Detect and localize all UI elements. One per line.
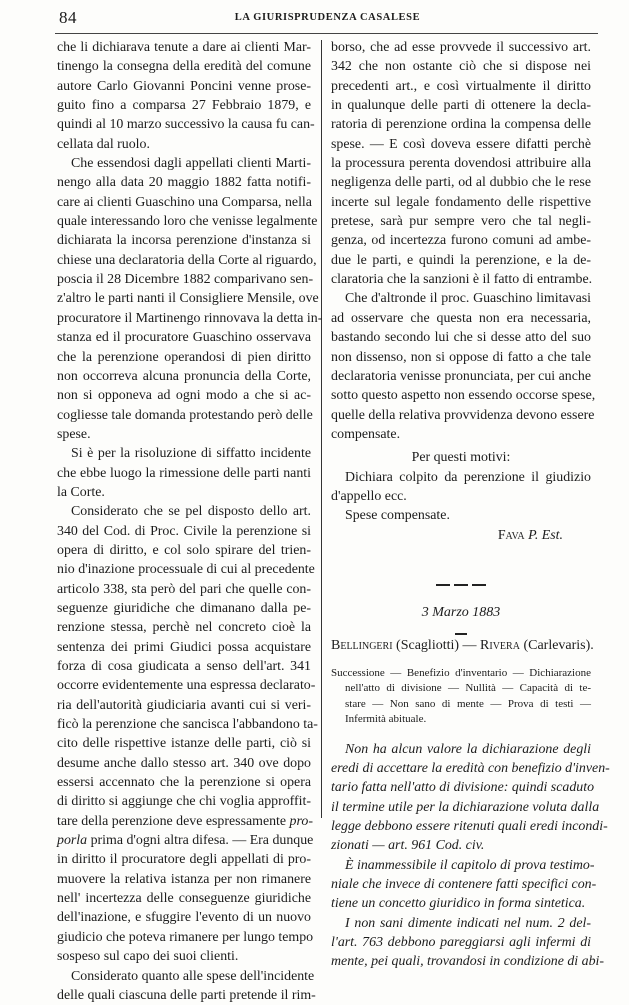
text-line: dichiarata la incorsa perenzione d'instanza si xyxy=(57,231,311,250)
text-line: compensate. xyxy=(331,425,591,444)
text-line: Considerato quanto alle spese dell'incidente xyxy=(57,967,311,986)
text-line: 340 del Cod. di Proc. Civile la perenzione si xyxy=(57,522,311,541)
text-line: non dissenso, non si oppose di fatto a che tale xyxy=(331,348,591,367)
text-line: Si è per la risoluzione di siffatto incidente xyxy=(57,444,311,463)
paragraph xyxy=(57,38,311,154)
text-line: essersi accennato che la perenzione si opera xyxy=(57,773,311,792)
text-line: ad osservare che questa non era necessaria, xyxy=(331,309,591,328)
date-rule xyxy=(331,622,591,630)
text-line: care ai clienti Guaschino una Comparsa, nella xyxy=(57,193,311,212)
paragraph xyxy=(331,468,591,507)
text-line: non occorreva alcuna pronuncia della Corte, xyxy=(57,367,311,386)
maxim xyxy=(331,856,591,914)
text-line: Non ha alcun valore la dichiarazione degli xyxy=(331,740,591,759)
page-header xyxy=(55,6,600,30)
text-line: spese. xyxy=(57,425,311,444)
text-line: Che essendosi dagli appellati clienti Marti- xyxy=(57,154,311,173)
column-divider xyxy=(321,40,322,818)
text-line: declaratoria venisse pronunciata, per cui anche xyxy=(331,367,591,386)
text-line: muovere la relativa istanza per non rimanere xyxy=(57,870,311,889)
paragraph xyxy=(57,502,311,966)
case-summary xyxy=(331,666,591,728)
text-line: ria dell'autorità giudiciaria avanti cui si veri- xyxy=(57,696,311,715)
paragraph xyxy=(331,506,591,525)
page-number: 84 xyxy=(59,8,77,28)
text-line: Considerato che se pel disposto dello art. xyxy=(57,502,311,521)
party-2: Rivera xyxy=(480,638,520,653)
text-line: guito fino a comparsa 27 Febbraio 1879, e xyxy=(57,96,311,115)
text-line: borso, che ad esse provvede il successivo art. xyxy=(331,38,591,57)
right-paragraphs xyxy=(331,38,591,444)
text-line: tare della perenzione deve espressamente pro- xyxy=(57,812,311,831)
section-separator xyxy=(331,575,591,595)
text-line: zionati — art. 961 Cod. civ. xyxy=(331,836,591,855)
paragraph xyxy=(57,444,311,502)
text-line: ficò la perenzione che sancisca l'abbandono ta- xyxy=(57,715,311,734)
summary-line: Infermità abituale. xyxy=(331,712,591,728)
text-line: articolo 338, sta però del pari che quelle con- xyxy=(57,580,311,599)
text-line: quindi al 10 marzo successivo la causa fu can- xyxy=(57,115,311,134)
text-line: 342 che non ostante ciò che si dispose nei xyxy=(331,57,591,76)
text-line: niale che invece di contenere fatti specifici con- xyxy=(331,875,591,894)
case-maxims xyxy=(331,740,591,972)
text-line: bastando secondo lui che si desse atto del suo xyxy=(331,328,591,347)
text-line: l'art. 763 debbono pareggiarsi agli infermi di xyxy=(331,933,591,952)
text-line: di diritto si aggiunge che chi voglia approffit- xyxy=(57,792,311,811)
text-line: sospeso sul capo dei suoi clienti. xyxy=(57,947,311,966)
text-line: cogliesse tale domanda protestando però delle xyxy=(57,406,311,425)
text-line: che la perenzione operandosi di pien diritto xyxy=(57,348,311,367)
text-line: nio d'inazione processuale di cui al precedente xyxy=(57,560,311,579)
text-line: il termine utile per la dichiarazione voluta dalla xyxy=(331,798,591,817)
text-line: cellata dal ruolo. xyxy=(57,135,311,154)
text-line: due le parti, e quindi la perenzione, e la de- xyxy=(331,251,591,270)
text-line: dell'inazione, e sfuggire l'evento di un nuovo xyxy=(57,908,311,927)
running-title: LA GIURISPRUDENZA CASALESE xyxy=(55,12,600,23)
text-line: autore Carlo Giovanni Poncini venne prose- xyxy=(57,77,311,96)
text-line: la Corte. xyxy=(57,483,311,502)
paragraph xyxy=(331,289,591,444)
text-line: genza, od incertezza furono comuni ad ambe- xyxy=(331,231,591,250)
motivi-heading: Per questi motivi: xyxy=(331,448,591,467)
text-line: procuratore il Martinengo rinnovava la detta in- xyxy=(57,309,311,328)
text-line: tinengo la consegna della eredità del comune xyxy=(57,57,311,76)
text-line: legge debbono essere ritenuti quali eredi incondi- xyxy=(331,817,591,836)
left-column xyxy=(57,38,311,1005)
text-line: in qualunque delle parti di ottenere la decla- xyxy=(331,96,591,115)
text-line: ratoria di perenzione ordina la compensa delle xyxy=(331,115,591,134)
text-line: z'altro le parti nanti il Consigliere Mensile, ove xyxy=(57,289,311,308)
text-line: eredi di accettare la eredità con benefizio d'inven- xyxy=(331,759,591,778)
maxim xyxy=(331,740,591,856)
right-column xyxy=(331,38,591,972)
signature xyxy=(331,526,591,545)
text-line: precedenti art., e così virtualmente il diritto xyxy=(331,77,591,96)
text-line: renzione stessa, perchè nel concreto cioè la xyxy=(57,618,311,637)
text-line: delle quali ciascuna delle parti pretende il rim- xyxy=(57,986,311,1005)
party-1: Bellingeri xyxy=(331,638,393,653)
text-line: tiene un concetto giuridico in forma sintetica. xyxy=(331,894,591,913)
text-line: opera di diritto, e col solo spirare del trien- xyxy=(57,541,311,560)
text-line: non si opponeva ad ogni modo a che si ac- xyxy=(57,386,311,405)
text-line: stanza ed il procuratore Guaschino osservava xyxy=(57,328,311,347)
signature-suffix: P. Est. xyxy=(528,528,563,543)
text-line: claratoria che la sanzioni è il fatto di entrambe. xyxy=(331,270,591,289)
text-line: nell' incertezza delle conseguenze giuridiche xyxy=(57,889,311,908)
text-line: porla prima d'ogni altra difesa. — Era dunque xyxy=(57,831,311,850)
parties-dash: — xyxy=(463,638,477,653)
text-line: nengo alla data 20 maggio 1882 fatta notifi- xyxy=(57,173,311,192)
text-line: sotto questo aspetto non essendo occorse spese, xyxy=(331,386,591,405)
dispositive xyxy=(331,468,591,526)
case-date: 3 Marzo 1883 xyxy=(331,603,591,622)
text-line: spese. — E così doveva essere difatti perchè xyxy=(331,135,591,154)
text-line: sentenza dei primi Giudici possa acquistare xyxy=(57,638,311,657)
paragraph xyxy=(57,154,311,444)
paragraph xyxy=(331,38,591,289)
case-parties xyxy=(331,636,591,655)
text-line: che ebbe luogo la rimessione delle parti nanti xyxy=(57,464,311,483)
summary-line: Successione — Benefizio d'inventario — Dichiarazione xyxy=(331,666,591,682)
maxim xyxy=(331,914,591,972)
text-line: occorre evidentemente una espressa declarato- xyxy=(57,676,311,695)
text-line: È inammessibile il capitolo di prova testimo- xyxy=(331,856,591,875)
summary-line: nell'atto di divisione — Nullità — Capacità di te- xyxy=(331,681,591,697)
text-line: giudicio che poteva rimanere per lungo tempo xyxy=(57,928,311,947)
text-line: desume anche dallo stesso art. 340 ove dopo xyxy=(57,754,311,773)
text-line: incerte sul legale fondamento delle rispettive xyxy=(331,193,591,212)
text-line: forza di cosa giudicata a senso dell'art. 341 xyxy=(57,657,311,676)
counsel-2: (Carlevaris). xyxy=(523,638,593,653)
text-line: seguenze giuridiche che dimanano dalla pe- xyxy=(57,599,311,618)
text-line: in diritto il procuratore degli appellati di pro- xyxy=(57,850,311,869)
signature-name: Fava xyxy=(498,528,525,543)
text-line: Spese compensate. xyxy=(331,506,591,525)
text-line: negligenza delle parti, od al dubbio che le rese xyxy=(331,173,591,192)
summary-line: stare — Non sano di mente — Prova di testi — xyxy=(331,697,591,713)
header-rule xyxy=(55,33,598,34)
text-line: cito delle rispettive istanze delle parti, ciò si xyxy=(57,734,311,753)
text-line: che li dichiarava tenute a dare ai clienti Mar- xyxy=(57,38,311,57)
text-line: poscia il 28 Dicembre 1882 comparivano sen- xyxy=(57,270,311,289)
text-line: quelle della relativa provvidenza devono essere xyxy=(331,406,591,425)
counsel-1: (Scagliotti) xyxy=(396,638,459,653)
text-line: la processura perenta dovendosi attribuire alla xyxy=(331,154,591,173)
text-line: mente, pei quali, trovandosi in condizione di abi- xyxy=(331,952,591,971)
text-line: d'appello ecc. xyxy=(331,487,591,506)
text-line: Dichiara colpito da perenzione il giudizio xyxy=(331,468,591,487)
paragraph xyxy=(57,967,311,1005)
text-line: pretese, sarà pur sempre vero che tal negli- xyxy=(331,212,591,231)
text-line: I non sani dimente indicati nel num. 2 del- xyxy=(331,914,591,933)
text-line: tario fatta nell'atto di divisione: quindi scaduto xyxy=(331,778,591,797)
text-line: Che d'altronde il proc. Guaschino limitavasi xyxy=(331,289,591,308)
text-line: chiese una declaratoria della Corte al riguardo, xyxy=(57,251,311,270)
text-line: quale interessando loro che venisse legalmente xyxy=(57,212,311,231)
